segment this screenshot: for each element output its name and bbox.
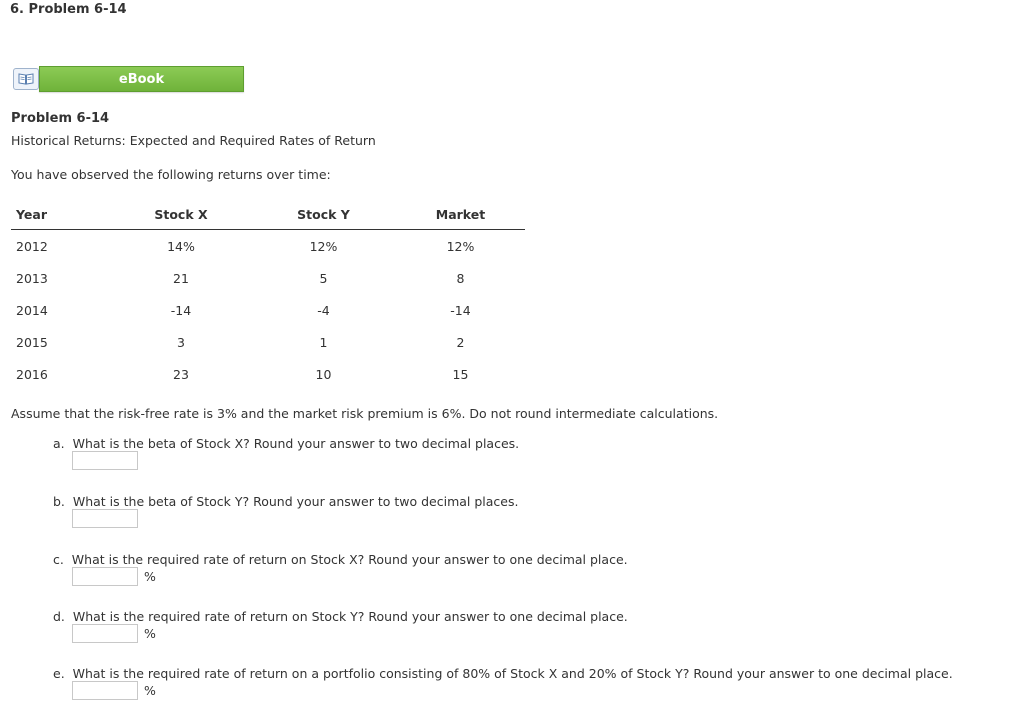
question-e-answer-input[interactable] <box>72 681 138 700</box>
table-cell: 12% <box>309 238 338 254</box>
table-row <box>11 294 525 326</box>
table-cell: 2 <box>456 334 465 350</box>
table-cell: 8 <box>456 270 465 286</box>
question-e-percent-unit: % <box>144 683 156 698</box>
table-row <box>11 230 525 263</box>
question-b-label: b. What is the beta of Stock Y? Round your answer to two decimal places. <box>53 494 519 509</box>
table-cell: 14% <box>167 238 195 254</box>
table-cell: 12% <box>446 238 475 254</box>
question-d-label: d. What is the required rate of return on Stock Y? Round your answer to one decimal place. <box>53 609 628 624</box>
table-cell: 21 <box>173 270 189 286</box>
table-cell: 2013 <box>16 270 48 286</box>
table-row <box>11 326 525 358</box>
question-c-answer-input[interactable] <box>72 567 138 586</box>
header-stock-x: Stock X <box>111 199 251 230</box>
returns-table <box>11 199 525 390</box>
table-cell: 15 <box>452 366 469 382</box>
question-a-answer-input[interactable] <box>72 451 138 470</box>
page-header-title: 6. Problem 6-14 <box>10 2 127 17</box>
table-cell: 5 <box>319 270 328 286</box>
table-cell: -14 <box>170 302 192 318</box>
table-cell: 2012 <box>16 238 48 254</box>
question-c-label: c. What is the required rate of return on Stock X? Round your answer to one decimal place. <box>53 552 628 567</box>
table-header-row <box>11 199 525 230</box>
header-stock-y: Stock Y <box>251 199 396 230</box>
table-cell: -14 <box>450 302 471 318</box>
header-year: Year <box>11 199 111 230</box>
ebook-button[interactable]: eBook <box>39 66 244 92</box>
table-row <box>11 358 525 390</box>
table-row <box>11 262 525 294</box>
problem-title: Problem 6-14 <box>11 111 110 126</box>
table-cell: 2015 <box>16 334 48 350</box>
question-b-answer-input[interactable] <box>72 509 138 528</box>
table-cell: 23 <box>173 366 189 382</box>
intro-text: You have observed the following returns over time: <box>11 167 331 182</box>
table-cell: 10 <box>315 366 332 382</box>
ebook-link-group[interactable] <box>13 65 244 93</box>
question-d-answer-input[interactable] <box>72 624 138 643</box>
table-cell: 3 <box>177 334 185 350</box>
question-d-percent-unit: % <box>144 626 156 641</box>
header-market: Market <box>396 199 525 230</box>
table-cell: 2014 <box>16 302 48 318</box>
assumption-text: Assume that the risk-free rate is 3% and the market risk premium is 6%. Do not round intermediate calculations. <box>11 406 719 421</box>
problem-subtitle: Historical Returns: Expected and Required Rates of Return <box>11 133 376 148</box>
table-cell: 2016 <box>16 366 48 382</box>
book-icon[interactable] <box>13 68 39 90</box>
table-cell: 1 <box>319 334 328 350</box>
question-a-label: a. What is the beta of Stock X? Round your answer to two decimal places. <box>53 436 520 451</box>
question-e-label: e. What is the required rate of return on a portfolio consisting of 80% of Stock X and 20% of Stock Y? Round your answer to one decimal place. <box>53 666 953 681</box>
table-cell: -4 <box>317 302 330 318</box>
question-c-percent-unit: % <box>144 569 156 584</box>
